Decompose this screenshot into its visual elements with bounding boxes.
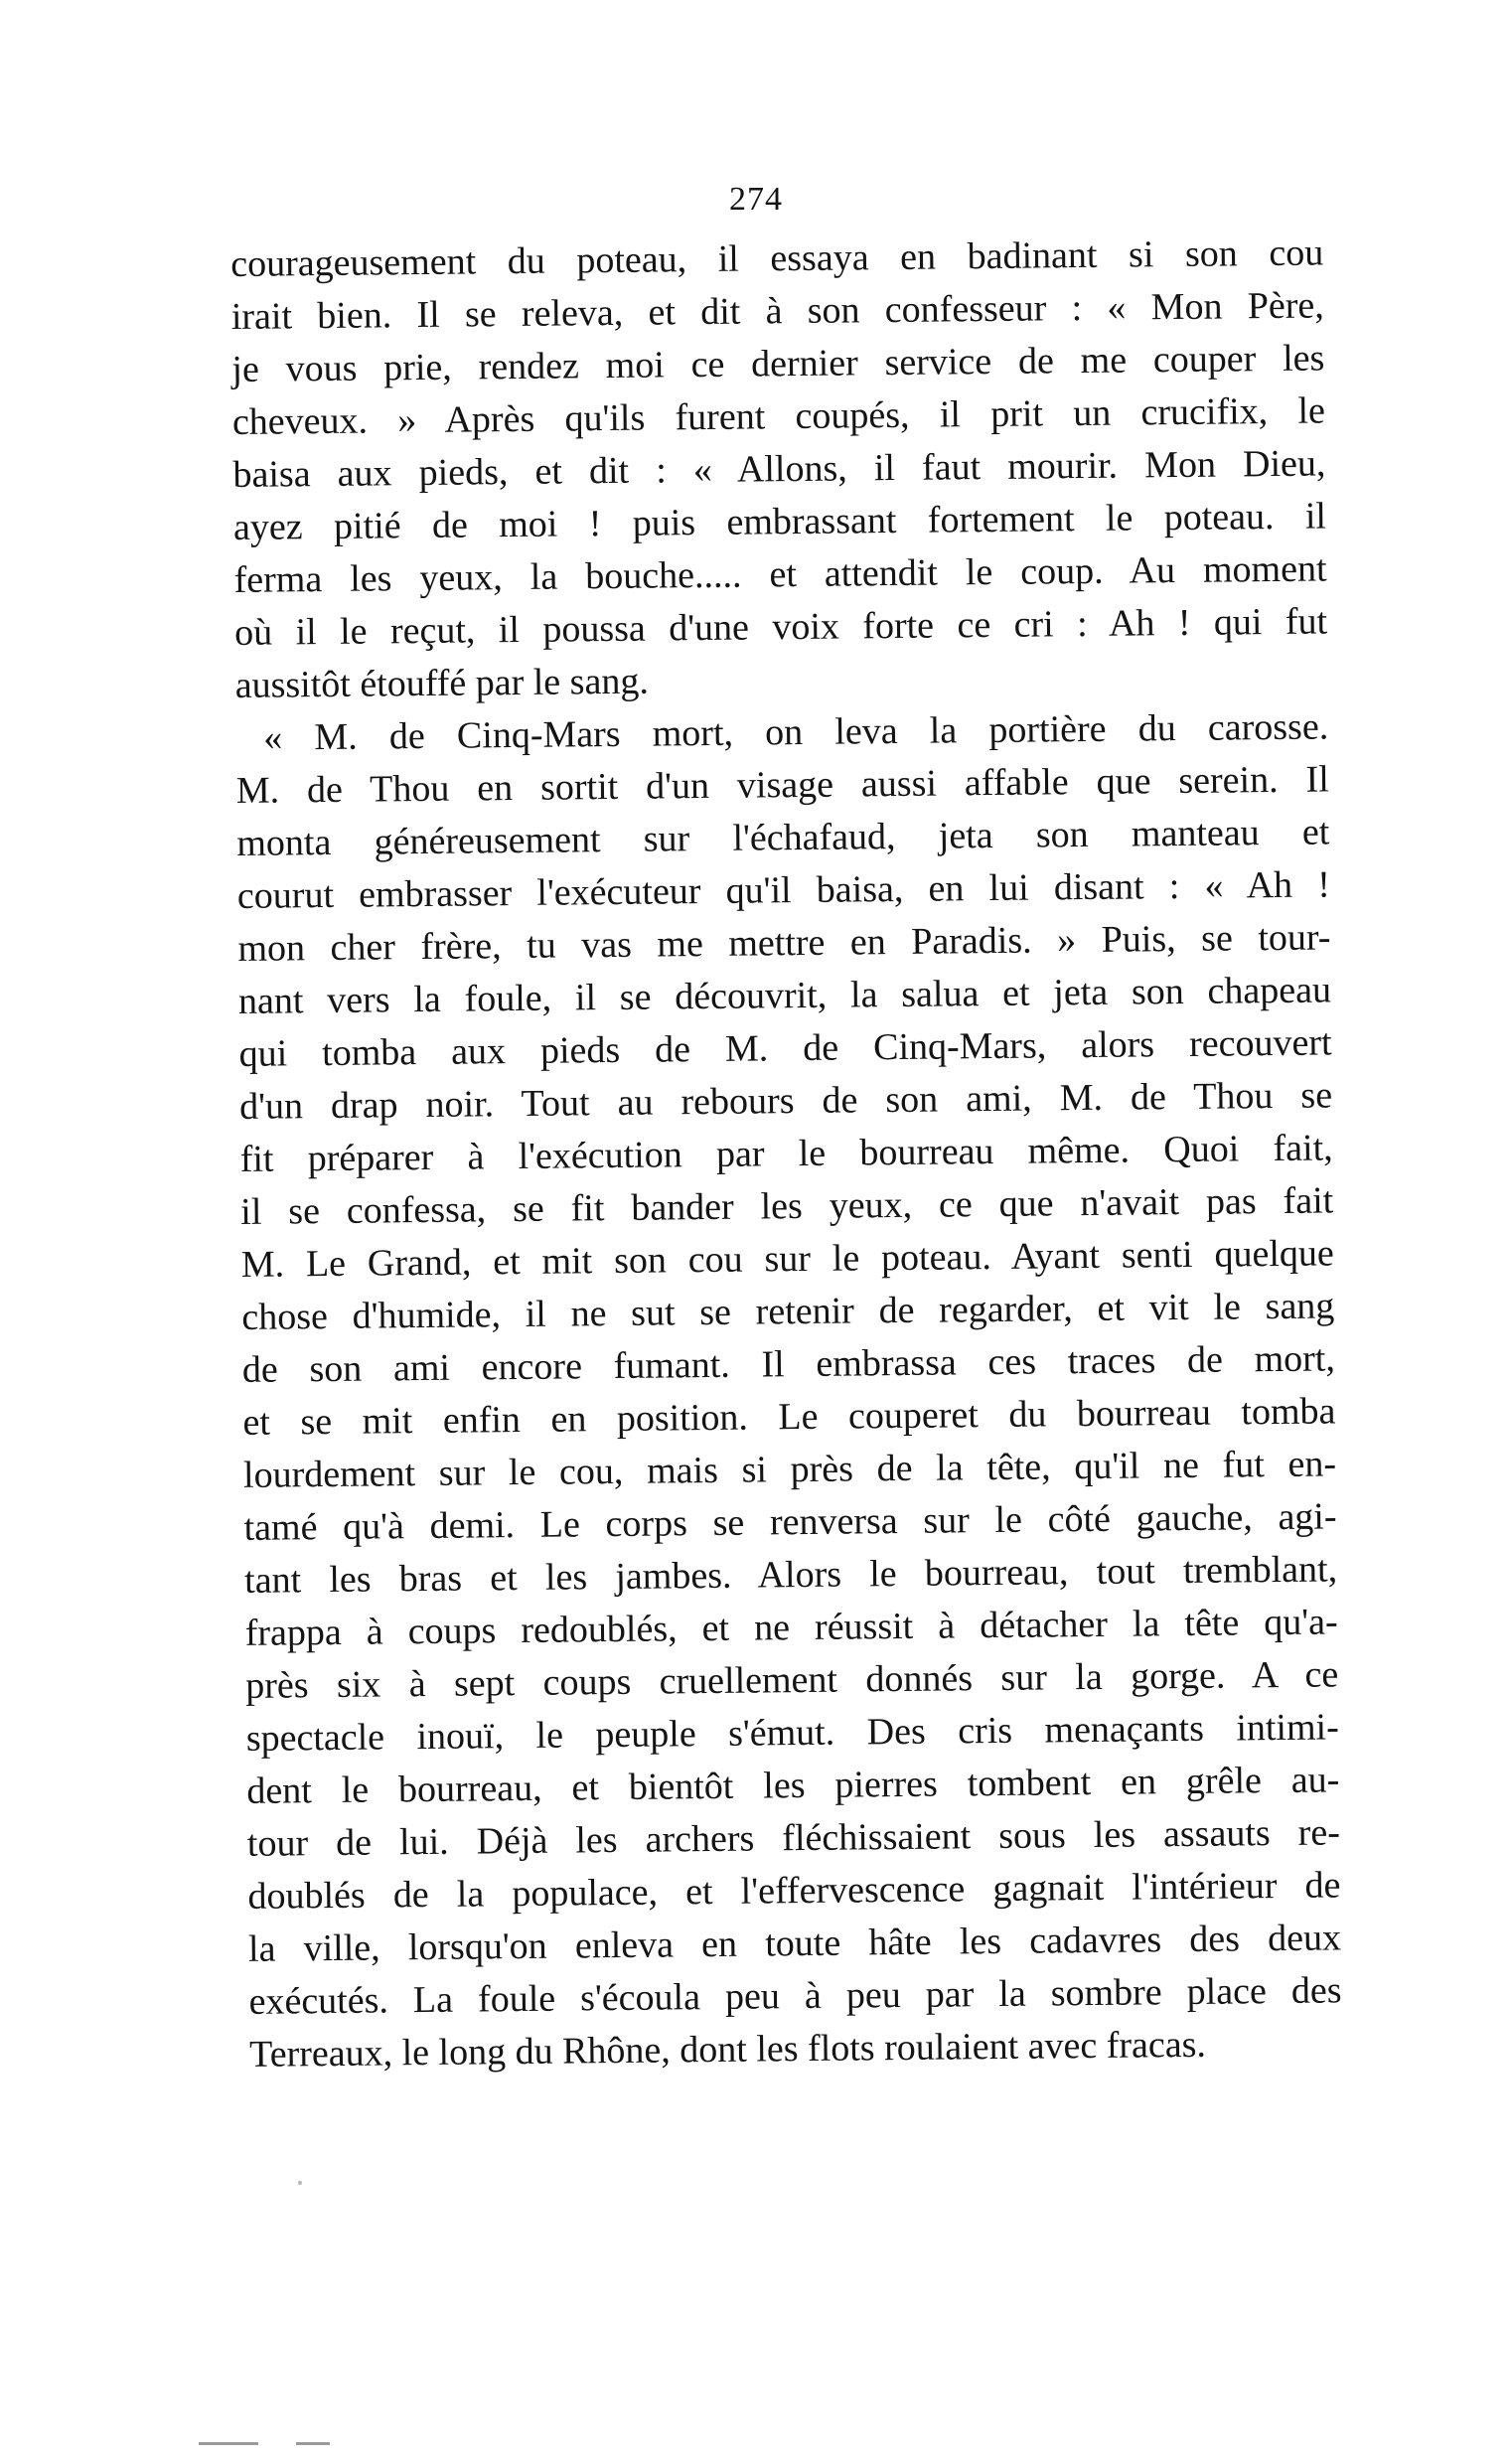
- text-line: qui tomba aux pieds de M. de Cinq-Mars, alors recouvert: [238, 1021, 1332, 1075]
- text-line: exécutés. La foule s'écoula peu à peu par la sombre place des: [248, 1969, 1342, 2023]
- scan-speck: [298, 2181, 302, 2185]
- text-line: dent le bourreau, et bientôt les pierres tombent en grêle au-: [246, 1759, 1340, 1812]
- text-line: près six à sept coups cruellement donnés sur la gorge. A ce: [245, 1653, 1339, 1707]
- text-line: d'un drap noir. Tout au rebours de son ami, M. de Thou se: [238, 1074, 1333, 1128]
- text-line: tour de lui. Déjà les archers fléchissaient sous les assauts re-: [246, 1811, 1341, 1865]
- text-line: doublés de la populace, et l'effervescence gagnait l'intérieur de: [247, 1864, 1341, 1918]
- text-line: ferma les yeux, la bouche..... et attendit le coup. Au moment: [233, 547, 1327, 601]
- text-line: où il le reçut, il poussa d'une voix forte ce cri : Ah ! qui fut: [233, 600, 1328, 654]
- scan-edge-mark: [296, 2442, 330, 2445]
- text-line: je vous prie, rendez moi ce dernier service de me couper les: [231, 337, 1325, 390]
- text-line: de son ami encore fumant. Il embrassa ces traces de mort,: [241, 1337, 1336, 1391]
- text-line: ayez pitié de moi ! puis embrassant fortement le poteau. il: [232, 495, 1327, 548]
- text-line: irait bien. Il se releva, et dit à son confesseur : « Mon Père,: [230, 284, 1324, 338]
- text-line: et se mit enfin en position. Le couperet du bourreau tomba: [242, 1390, 1336, 1444]
- text-line: courageusement du poteau, il essaya en badinant si son cou: [230, 231, 1324, 285]
- text-line: monta généreusement sur l'échafaud, jeta son manteau et: [236, 811, 1330, 864]
- text-line: frappa à coups redoublés, et ne réussit à détacher la tête qu'a-: [244, 1601, 1338, 1654]
- text-line: Terreaux, le long du Rhône, dont les flots roulaient avec fracas.: [248, 2023, 1207, 2076]
- text-line: aussitôt étouffé par le sang.: [234, 660, 650, 706]
- text-line: cheveux. » Après qu'ils furent coupés, il prit un crucifix, le: [231, 389, 1326, 443]
- text-line: M. de Thou en sortit d'un visage aussi affable que serein. Il: [235, 758, 1329, 812]
- body-text: [230, 227, 1342, 2080]
- text-line: tamé qu'à demi. Le corps se renversa sur le côté gauche, agi-: [243, 1495, 1337, 1549]
- text-line: spectacle inouï, le peuple s'émut. Des cris menaçants intimi-: [245, 1706, 1339, 1760]
- text-line: M. Le Grand, et mit son cou sur le poteau. Ayant senti quelque: [240, 1232, 1334, 1286]
- text-line: il se confessa, se fit bander les yeux, ce que n'avait pas fait: [240, 1179, 1334, 1233]
- text-line: baisa aux pieds, et dit : « Allons, il faut mourir. Mon Dieu,: [232, 442, 1326, 496]
- text-line: nant vers la foule, il se découvrit, la salua et jeta son chapeau: [237, 969, 1332, 1022]
- page-number: 274: [729, 181, 783, 218]
- text-line: courut embrasser l'exécuteur qu'il baisa, en lui disant : « Ah !: [236, 863, 1331, 917]
- text-line: « M. de Cinq-Mars mort, on leva la portière du carosse.: [263, 705, 1329, 759]
- text-line: mon cher frère, tu vas me mettre en Paradis. » Puis, se tour-: [237, 916, 1331, 970]
- scan-edge-mark: [199, 2442, 258, 2445]
- text-line: fit préparer à l'exécution par le bourreau même. Quoi fait,: [239, 1127, 1333, 1180]
- text-line: chose d'humide, il ne sut se retenir de regarder, et vit le sang: [241, 1285, 1335, 1338]
- text-line: lourdement sur le cou, mais si près de la tête, qu'il ne fut en-: [242, 1443, 1337, 1496]
- text-line: tant les bras et les jambes. Alors le bourreau, tout tremblant,: [243, 1548, 1338, 1602]
- text-line: la ville, lorsqu'on enleva en toute hâte les cadavres des deux: [247, 1917, 1342, 1970]
